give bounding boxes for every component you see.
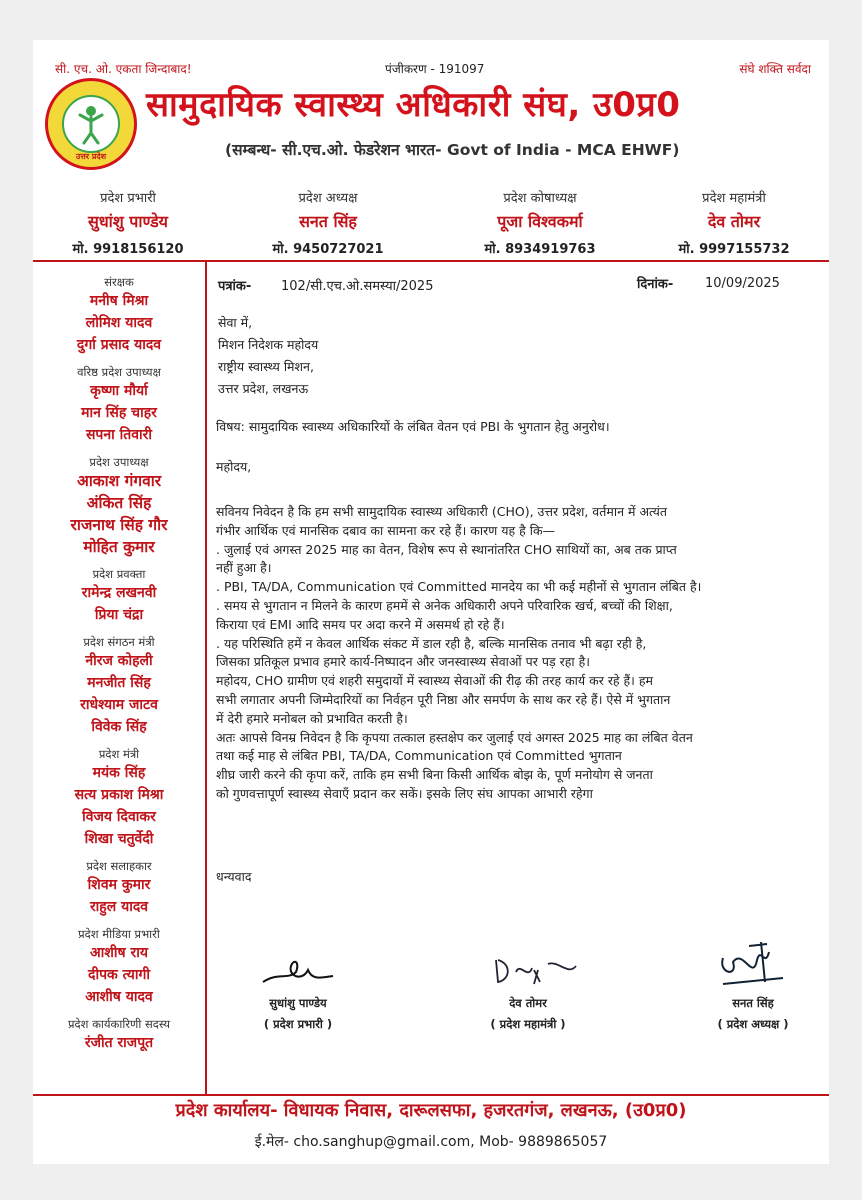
officer-mobile: मो. 9918156120 <box>72 242 184 257</box>
signatory-role: ( प्रदेश प्रभारी ) <box>263 1017 333 1031</box>
sidebar-member: राहुल यादव <box>89 899 149 915</box>
logo-emblem <box>62 95 120 153</box>
officer-incharge <box>33 188 223 257</box>
officer-role: प्रदेश कोषाध्यक्ष <box>503 191 577 206</box>
sidebar-member: अंकित सिंह <box>86 494 152 512</box>
body-line: जिसका प्रतिकूल प्रभाव हमारे कार्य-निष्पादन और जनस्वास्थ्य सेवाओं पर पड़ रहा है। <box>216 654 590 670</box>
body-line: में देरी हमारे मनोबल को प्रभावित करती है। <box>216 710 408 726</box>
body-line: . PBI, TA/DA, Communication एवं Committed मानदेय का भी कई महीनों से भुगतान लंबित है। <box>216 579 702 595</box>
member-sidebar <box>33 266 205 1054</box>
sidebar-member: सत्य प्रकाश मिश्रा <box>74 787 164 803</box>
body-line: . जुलाई एवं अगस्त 2025 माह का वेतन, विशेष रूप से स्थानांतरित CHO साथियों का, अब तक प्राप्त <box>216 541 677 557</box>
body-line: शीघ्र जारी करने की कृपा करें, ताकि हम सभी बिना किसी आर्थिक बोझ के, पूर्ण मनोयोग से जनता <box>216 767 653 783</box>
sidebar-member: मनीष मिश्रा <box>89 293 149 309</box>
registration-number: पंजीकरण - 191097 <box>385 62 485 76</box>
body-line: गंभीर आर्थिक एवं मानसिक दबाव का सामना कर रहे हैं। कारण यह है कि— <box>216 522 556 538</box>
office-address: प्रदेश कार्यालय- विधायक निवास, दारूलसफा, हजरतगंज, लखनऊ, (उ0प्र0) <box>175 1100 687 1121</box>
signatory-name: सनत सिंह <box>732 996 774 1010</box>
signatory-name: सुधांशु पाण्डेय <box>269 996 327 1010</box>
officer-role: प्रदेश अध्यक्ष <box>298 191 358 206</box>
body-line: . यह परिस्थिति हमें न केवल आर्थिक संकट में डाल रही है, बल्कि मानसिक तनाव भी बढ़ा रही है, <box>216 635 647 651</box>
letter-closing: धन्यवाद <box>216 869 252 884</box>
sidebar-member: आकाश गंगवार <box>76 472 162 490</box>
sidebar-role: प्रदेश प्रवक्ता <box>92 567 146 581</box>
sidebar-member: राजनाथ सिंह गौर <box>70 516 168 534</box>
body-line: अतः आपसे विनम्र निवेदन है कि कृपया तत्काल हस्तक्षेप कर जुलाई एवं अगस्त 2025 माह का लंबित वेतन <box>216 729 693 745</box>
header-divider <box>33 260 829 262</box>
signatory-3 <box>688 996 818 1032</box>
body-line: नहीं हुआ है। <box>216 560 272 576</box>
officer-name: सुधांशु पाण्डेय <box>88 212 168 231</box>
body-line: तथा कई माह से लंबित PBI, TA/DA, Communication एवं Committed भुगतान <box>216 748 622 764</box>
org-logo <box>45 78 137 170</box>
sidebar-member: प्रिया चंद्रा <box>94 607 144 623</box>
sidebar-role: प्रदेश उपाध्यक्ष <box>89 455 149 469</box>
sidebar-member: नीरज कोहली <box>85 653 153 669</box>
signatory-2 <box>463 996 593 1032</box>
signature-1-scribble <box>258 952 338 992</box>
signature-3-scribble <box>713 938 793 992</box>
officer-secretary <box>639 188 829 257</box>
address-line: उत्तर प्रदेश, लखनऊ <box>218 381 309 396</box>
sidebar-member: राधेश्याम जाटव <box>80 697 158 713</box>
sidebar-member: मनजीत सिंह <box>87 675 151 691</box>
address-line: सेवा में, <box>218 315 253 330</box>
letter-salutation: महोदय, <box>216 459 252 474</box>
sidebar-member: आशीष राय <box>90 945 148 961</box>
sidebar-member: कृष्णा मौर्या <box>90 383 148 399</box>
body-line: महोदय, CHO ग्रामीण एवं शहरी समुदायों में स्वास्थ्य सेवाओं की रीढ़ की तरह कार्य कर रहे हैं। हम <box>216 673 654 689</box>
body-line: को गुणवत्तापूर्ण स्वास्थ्य सेवाएँ प्रदान कर सकें। इसके लिए संघ आपका आभारी रहेगा <box>216 785 593 801</box>
address-line: मिशन निदेशक महोदय <box>218 337 319 352</box>
sidebar-member: मान सिंह चाहर <box>81 405 157 421</box>
signatory-name: देव तोमर <box>509 996 547 1010</box>
officer-treasurer <box>445 188 635 257</box>
body-line: सविनय निवेदन है कि हम सभी सामुदायिक स्वास्थ्य अधिकारी (CHO), उत्तर प्रदेश, वर्तमान में अत्यंत <box>216 504 668 519</box>
body-line: सभी लगातार अपनी जिम्मेदारियों का निर्वहन पूरी निष्ठा और समर्पण के साथ कर रहे हैं। ऐसे में भुगतान <box>216 691 671 707</box>
contact-info: ई.मेल- cho.sanghup@gmail.com, Mob- 9889865057 <box>254 1134 608 1150</box>
sidebar-role: प्रदेश संगठन मंत्री <box>83 635 155 649</box>
officer-mobile: मो. 9997155732 <box>678 242 790 257</box>
letter-date: 10/09/2025 <box>705 276 780 291</box>
sidebar-role: प्रदेश कार्यकारिणी सदस्य <box>67 1017 171 1031</box>
logo-caption: उत्तर प्रदेश <box>75 152 107 161</box>
org-affiliation: (सम्बन्ध- सी.एच.ओ. फेडरेशन भारत- Govt of India - MCA EHWF) <box>225 141 680 159</box>
officer-president <box>233 188 423 257</box>
sidebar-role: प्रदेश सलाहकार <box>86 859 152 873</box>
sidebar-member: शिखा चतुर्वेदी <box>84 831 154 847</box>
officer-role: प्रदेश महामंत्री <box>702 191 766 206</box>
sidebar-member: रामेन्द्र लखनवी <box>81 585 157 601</box>
officer-name: पूजा विश्वकर्मा <box>497 212 583 231</box>
sidebar-role: वरिष्ठ प्रदेश उपाध्यक्ष <box>77 365 161 379</box>
sidebar-role: संरक्षक <box>104 275 134 289</box>
officer-name: देव तोमर <box>707 212 761 231</box>
body-line: . समय से भुगतान न मिलने के कारण हममें से अनेक अधिकारी अपने परिवारिक खर्च, बच्चों की शिक्षा, <box>216 597 673 613</box>
left-slogan: सी. एच. ओ. एकता जिन्दाबाद! <box>55 62 192 76</box>
sidebar-role: प्रदेश मंत्री <box>98 747 140 761</box>
sidebar-member: सपना तिवारी <box>85 427 153 443</box>
officer-mobile: मो. 9450727021 <box>272 242 384 257</box>
sidebar-member: मोहित कुमार <box>83 538 155 556</box>
officer-name: सनत सिंह <box>299 212 357 231</box>
sidebar-member: दुर्गा प्रसाद यादव <box>76 337 162 353</box>
officer-mobile: मो. 8934919763 <box>484 242 596 257</box>
sidebar-member: रंजीत राजपूत <box>84 1035 154 1051</box>
sidebar-member: आशीष यादव <box>85 989 153 1005</box>
signatory-1 <box>233 996 363 1032</box>
letterhead-page <box>33 40 829 1164</box>
signature-2-scribble <box>488 950 583 990</box>
right-slogan: संघे शक्ति सर्वदा <box>739 62 811 76</box>
sidebar-member: शिवम कुमार <box>87 877 151 893</box>
sidebar-member: मयंक सिंह <box>92 765 146 781</box>
ref-label: पत्रांक- <box>218 279 252 294</box>
signatory-role: ( प्रदेश अध्यक्ष ) <box>717 1017 789 1031</box>
signatory-role: ( प्रदेश महामंत्री ) <box>490 1017 566 1031</box>
footer-divider <box>33 1094 829 1096</box>
sidebar-member: विवेक सिंह <box>91 719 147 735</box>
officer-role: प्रदेश प्रभारी <box>100 191 156 206</box>
address-line: राष्ट्रीय स्वास्थ्य मिशन, <box>218 359 314 374</box>
date-label: दिनांक- <box>637 277 674 292</box>
sidebar-member: दीपक त्यागी <box>88 967 150 983</box>
body-line: किराया एवं EMI आदि समय पर अदा करने में असमर्थ हो रहे हैं। <box>216 616 505 632</box>
sidebar-role: प्रदेश मीडिया प्रभारी <box>78 927 160 941</box>
ref-number: 102/सी.एच.ओ.समस्या/2025 <box>281 279 434 294</box>
org-name: सामुदायिक स्वास्थ्य अधिकारी संघ, उ0प्र0 <box>146 85 681 125</box>
recipient-address <box>218 312 318 400</box>
letter-subject: विषय: सामुदायिक स्वास्थ्य अधिकारियों के लंबित वेतन एवं PBI के भुगतान हेतु अनुरोध। <box>216 419 610 434</box>
letter-body <box>216 503 796 804</box>
sidebar-member: विजय दिवाकर <box>82 809 156 825</box>
person-icon <box>64 97 118 151</box>
sidebar-member: लोमिश यादव <box>85 315 153 331</box>
sidebar-divider <box>205 262 207 1094</box>
